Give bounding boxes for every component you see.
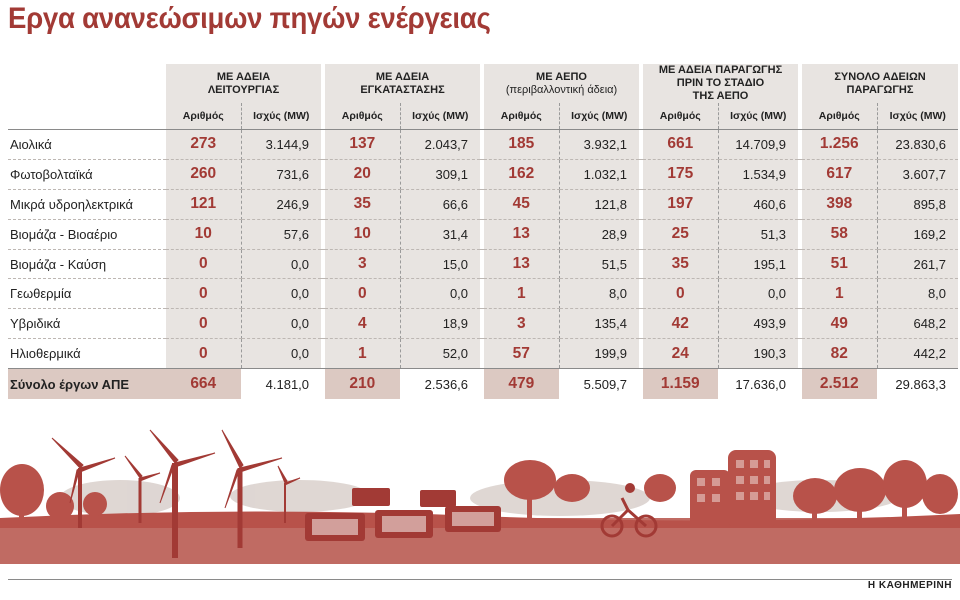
power-cell: 23.830,6 xyxy=(877,130,958,160)
row-label: Ηλιοθερμικά xyxy=(8,339,166,369)
power-cell: 51,3 xyxy=(718,219,798,249)
power-cell: 31,4 xyxy=(400,219,480,249)
table-row xyxy=(8,249,958,279)
power-cell: 17.636,0 xyxy=(718,369,798,400)
count-cell: 0 xyxy=(643,279,718,309)
power-cell: 493,9 xyxy=(718,309,798,339)
group-header-total-production: ΣΥΝΟΛΟ ΑΔΕΙΩΝ ΠΑΡΑΓΩΓΗΣ xyxy=(802,64,958,103)
subheader-count: Αριθμός xyxy=(802,103,877,130)
power-cell: 5.509,7 xyxy=(559,369,639,400)
count-cell: 162 xyxy=(484,159,559,189)
count-cell: 0 xyxy=(166,339,241,369)
subheader-power: Ισχύς (MW) xyxy=(718,103,798,130)
power-cell: 1.032,1 xyxy=(559,159,639,189)
subheader-power: Ισχύς (MW) xyxy=(400,103,480,130)
table-row xyxy=(8,219,958,249)
count-cell: 3 xyxy=(484,309,559,339)
power-cell: 731,6 xyxy=(241,159,321,189)
power-cell: 648,2 xyxy=(877,309,958,339)
count-cell: 25 xyxy=(643,219,718,249)
subheader-power: Ισχύς (MW) xyxy=(877,103,958,130)
power-cell: 442,2 xyxy=(877,339,958,369)
power-cell: 460,6 xyxy=(718,189,798,219)
count-cell: 0 xyxy=(166,279,241,309)
group-header-production-pre-aepo: ΜΕ ΑΔΕΙΑ ΠΑΡΑΓΩΓΗΣ ΠΡΙΝ ΤΟ ΣΤΑΔΙΟ ΤΗΣ ΑΕΠΟ xyxy=(643,64,798,103)
power-cell: 169,2 xyxy=(877,219,958,249)
count-cell: 1 xyxy=(484,279,559,309)
table-row xyxy=(8,309,958,339)
power-cell: 2.043,7 xyxy=(400,130,480,160)
table-row xyxy=(8,339,958,369)
power-cell: 121,8 xyxy=(559,189,639,219)
count-cell: 398 xyxy=(802,189,877,219)
count-cell: 49 xyxy=(802,309,877,339)
page-title: Εργα ανανεώσιμων πηγών ενέργειας xyxy=(8,2,491,35)
power-cell: 0,0 xyxy=(241,249,321,279)
count-cell: 1.256 xyxy=(802,130,877,160)
subheader-count: Αριθμός xyxy=(484,103,559,130)
count-cell: 4 xyxy=(325,309,400,339)
row-label: Μικρά υδροηλεκτρικά xyxy=(8,189,166,219)
renewables-table xyxy=(8,64,958,399)
count-cell: 1.159 xyxy=(643,369,718,400)
count-cell: 51 xyxy=(802,249,877,279)
power-cell: 0,0 xyxy=(241,339,321,369)
count-cell: 175 xyxy=(643,159,718,189)
count-cell: 617 xyxy=(802,159,877,189)
count-cell: 10 xyxy=(166,219,241,249)
power-cell: 0,0 xyxy=(241,279,321,309)
count-cell: 1 xyxy=(325,339,400,369)
power-cell: 28,9 xyxy=(559,219,639,249)
power-cell: 195,1 xyxy=(718,249,798,279)
power-cell: 135,4 xyxy=(559,309,639,339)
power-cell: 309,1 xyxy=(400,159,480,189)
footer-divider xyxy=(8,579,952,580)
count-cell: 185 xyxy=(484,130,559,160)
table-row xyxy=(8,279,958,309)
count-cell: 1 xyxy=(802,279,877,309)
group-header-operating: ΜΕ ΑΔΕΙΑ ΛΕΙΤΟΥΡΓΙΑΣ xyxy=(166,64,321,103)
count-cell: 35 xyxy=(643,249,718,279)
count-cell: 35 xyxy=(325,189,400,219)
power-cell: 14.709,9 xyxy=(718,130,798,160)
count-cell: 661 xyxy=(643,130,718,160)
count-cell: 45 xyxy=(484,189,559,219)
count-cell: 0 xyxy=(325,279,400,309)
power-cell: 29.863,3 xyxy=(877,369,958,400)
subheader-count: Αριθμός xyxy=(325,103,400,130)
total-row xyxy=(8,369,958,400)
count-cell: 57 xyxy=(484,339,559,369)
count-cell: 121 xyxy=(166,189,241,219)
subheader-count: Αριθμός xyxy=(643,103,718,130)
count-cell: 0 xyxy=(166,249,241,279)
power-cell: 246,9 xyxy=(241,189,321,219)
power-cell: 57,6 xyxy=(241,219,321,249)
row-label: Φωτοβολταϊκά xyxy=(8,159,166,189)
count-cell: 42 xyxy=(643,309,718,339)
power-cell: 15,0 xyxy=(400,249,480,279)
power-cell: 895,8 xyxy=(877,189,958,219)
power-cell: 199,9 xyxy=(559,339,639,369)
renewable-energy-illustration xyxy=(0,418,960,578)
power-cell: 0,0 xyxy=(241,309,321,339)
row-label: Σύνολο έργων ΑΠΕ xyxy=(8,369,166,400)
power-cell: 18,9 xyxy=(400,309,480,339)
power-cell: 190,3 xyxy=(718,339,798,369)
power-cell: 0,0 xyxy=(718,279,798,309)
row-label: Βιομάζα - Καύση xyxy=(8,249,166,279)
power-cell: 261,7 xyxy=(877,249,958,279)
power-cell: 8,0 xyxy=(877,279,958,309)
count-cell: 13 xyxy=(484,249,559,279)
subheader-count: Αριθμός xyxy=(166,103,241,130)
count-cell: 197 xyxy=(643,189,718,219)
power-cell: 51,5 xyxy=(559,249,639,279)
table-row xyxy=(8,159,958,189)
row-label: Γεωθερμία xyxy=(8,279,166,309)
row-label: Υβριδικά xyxy=(8,309,166,339)
corner-blank xyxy=(8,64,166,103)
row-label: Αιολικά xyxy=(8,130,166,160)
table-row xyxy=(8,130,958,160)
count-cell: 664 xyxy=(166,369,241,400)
power-cell: 3.144,9 xyxy=(241,130,321,160)
publisher-credit: Η ΚΑΘΗΜΕΡΙΝΗ xyxy=(867,580,952,591)
power-cell: 4.181,0 xyxy=(241,369,321,400)
power-cell: 1.534,9 xyxy=(718,159,798,189)
count-cell: 24 xyxy=(643,339,718,369)
count-cell: 82 xyxy=(802,339,877,369)
subheader-power: Ισχύς (MW) xyxy=(241,103,321,130)
power-cell: 52,0 xyxy=(400,339,480,369)
power-cell: 3.932,1 xyxy=(559,130,639,160)
power-cell: 3.607,7 xyxy=(877,159,958,189)
count-cell: 13 xyxy=(484,219,559,249)
row-label: Βιομάζα - Βιοαέριο xyxy=(8,219,166,249)
count-cell: 10 xyxy=(325,219,400,249)
count-cell: 210 xyxy=(325,369,400,400)
power-cell: 2.536,6 xyxy=(400,369,480,400)
count-cell: 2.512 xyxy=(802,369,877,400)
count-cell: 0 xyxy=(166,309,241,339)
group-header-aepo: ΜΕ ΑΕΠΟ (περιβαλλοντική άδεια) xyxy=(484,64,639,103)
table-row xyxy=(8,189,958,219)
count-cell: 137 xyxy=(325,130,400,160)
power-cell: 66,6 xyxy=(400,189,480,219)
count-cell: 479 xyxy=(484,369,559,400)
count-cell: 260 xyxy=(166,159,241,189)
power-cell: 8,0 xyxy=(559,279,639,309)
group-header-installation: ΜΕ ΑΔΕΙΑ ΕΓΚΑΤΑΣΤΑΣΗΣ xyxy=(325,64,480,103)
count-cell: 273 xyxy=(166,130,241,160)
count-cell: 20 xyxy=(325,159,400,189)
power-cell: 0,0 xyxy=(400,279,480,309)
count-cell: 3 xyxy=(325,249,400,279)
count-cell: 58 xyxy=(802,219,877,249)
subheader-power: Ισχύς (MW) xyxy=(559,103,639,130)
